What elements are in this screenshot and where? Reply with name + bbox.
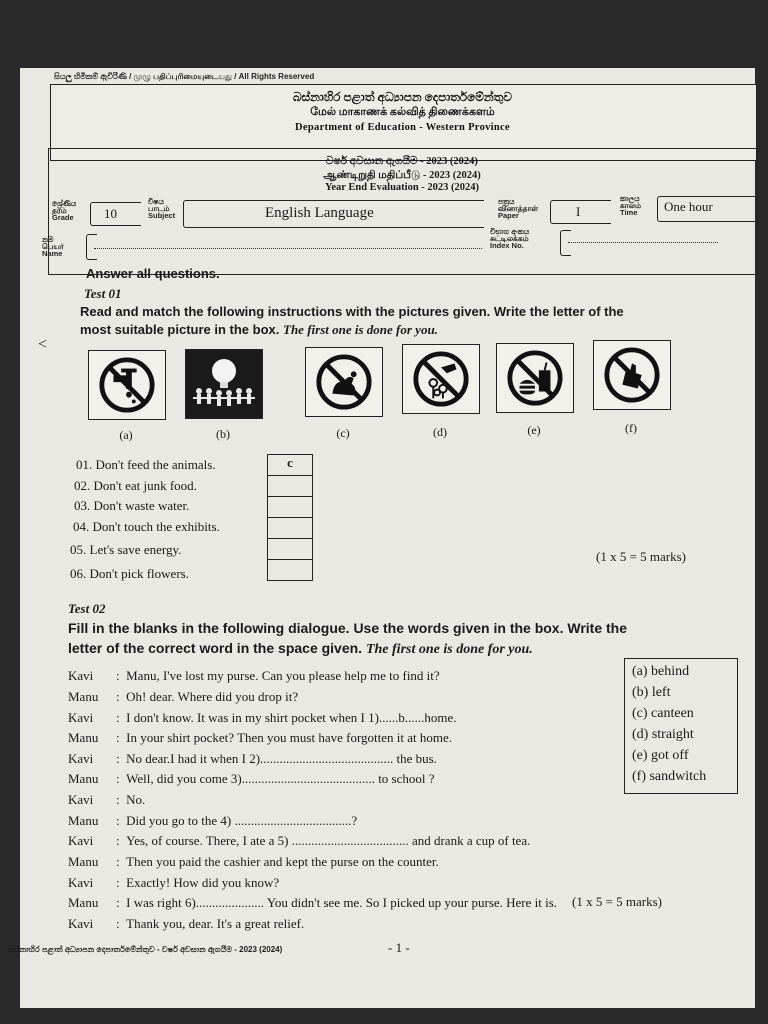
test-02-instruction-line-2: letter of the correct word in the space given. The first one is done for you. [68, 640, 533, 657]
answer-box-4[interactable] [267, 517, 313, 539]
dialogue-line-8: Manu : Did you go to the 4) ....................................? [68, 813, 358, 828]
index-label: විභාග අංකය சுட்டிலக்கம் Index No. [490, 227, 530, 250]
page-number: - 1 - [388, 940, 410, 955]
footer-text: බස්නාහිර පළාත් අධ්‍යාපන දෙපාර්තමේන්තුව - වර්ෂ අවසාන ඇගයීම - 2023 (2024) [8, 945, 283, 954]
time-value: One hour [664, 199, 713, 214]
dialogue-line-5: Kavi : No dear.I had it when I 2)......................................... the bus. [68, 751, 437, 766]
picture-label-c: (c) [336, 426, 350, 440]
test-01-item-3: 03. Don't waste water. [74, 498, 190, 513]
test-01-item-5: 05. Let's save energy. [70, 542, 182, 557]
answer-box-6[interactable] [267, 559, 313, 581]
picture-label-f: (f) [625, 421, 637, 435]
dialogue-line-13: Kavi : Thank you, dear. It's a great relief. [68, 916, 305, 931]
test-01-heading: Test 01 [84, 286, 122, 301]
department-name-sinhala: බස්නාහිර පළාත් අධ්‍යාපන දෙපාර්තමේන්තුව [292, 90, 513, 104]
picture-label-b: (b) [216, 427, 230, 441]
test-02-heading: Test 02 [68, 601, 106, 616]
subject-value: English Language [265, 205, 374, 221]
paper-value: I [576, 204, 581, 219]
name-label: නම பெயர் Name [42, 235, 64, 258]
margin-mark: < [38, 336, 48, 353]
picture-a-no-water-tap [88, 350, 166, 420]
no-touching-icon [603, 346, 661, 404]
word-option-b: (b) left [632, 685, 671, 700]
answer-box-1[interactable]: c [267, 454, 313, 476]
no-feeding-animals-icon [315, 353, 373, 411]
grade-value: 10 [104, 206, 117, 221]
subject-label: විෂය பாடம் Subject [148, 197, 176, 220]
picture-c-no-feeding [305, 347, 383, 417]
test-01-item-6: 06. Don't pick flowers. [70, 566, 189, 581]
test-01-marks: (1 x 5 = 5 marks) [596, 549, 687, 564]
no-water-tap-icon [98, 356, 156, 414]
copyright-notice: සියලු හිමිකම් ඇවිරිණි / முழு பதிப்புரிமையுடையது / All Rights Reserved [54, 72, 315, 81]
test-01-item-1: 01. Don't feed the animals. [76, 457, 216, 472]
dialogue-line-9: Kavi : Yes, of course. There, I ate a 5) .................................... and drank a cup of tea. [68, 833, 531, 848]
word-option-f: (f) sandwitch [632, 769, 707, 784]
paper-bracket [550, 200, 611, 224]
department-name-tamil: மேல் மாகாணக் கல்வித் திணைக்களம் [310, 106, 495, 118]
evaluation-title-tamil: ஆண்டிறுதி மதிப்பீடு - 2023 (2024) [323, 170, 481, 181]
word-option-d: (d) straight [632, 727, 694, 742]
evaluation-title-english: Year End Evaluation - 2023 (2024) [324, 182, 480, 193]
test-01-instruction-line-1: Read and match the following instructions with the pictures given. Write the letter of the [80, 304, 624, 319]
dialogue-line-1: Kavi : Manu, I've lost my purse. Can you please help me to find it? [68, 668, 440, 683]
paper-label: පත්‍රය வினாத்தாள் Paper [498, 197, 539, 220]
answer-box-2[interactable] [267, 475, 313, 497]
test-01-instruction-line-2: most suitable picture in the box. The first one is done for you. [80, 322, 438, 337]
dialogue-line-3: Kavi : I don't know. It was in my shirt pocket when I 1)......b......home. [68, 710, 457, 725]
light-bulb-people-icon [189, 353, 259, 415]
grade-label: ශ්‍රේණිය தரம் Grade [52, 199, 77, 222]
dialogue-line-2: Manu : Oh! dear. Where did you drop it? [68, 689, 299, 704]
picture-label-e: (e) [527, 423, 541, 437]
department-name-english: Department of Education - Western Province [295, 122, 510, 133]
dialogue-line-7: Kavi : No. [68, 792, 146, 807]
word-option-e: (e) got off [632, 748, 689, 763]
word-option-a: (a) behind [632, 664, 690, 679]
no-junk-food-icon [506, 349, 564, 407]
dialogue-line-11: Kavi : Exactly! How did you know? [68, 875, 280, 890]
test-01-item-2: 02. Don't eat junk food. [74, 478, 197, 493]
no-picking-flowers-icon [412, 350, 470, 408]
name-field[interactable] [94, 248, 482, 249]
picture-label-d: (d) [433, 425, 447, 439]
exam-paper [8, 68, 755, 1008]
dialogue-line-12: Manu : I was right 6)..................... You didn't see me. So I picked up your purse. Here it is. [68, 895, 558, 910]
dialogue-line-10: Manu : Then you paid the cashier and kept the purse on the counter. [68, 854, 439, 869]
dialogue-line-4: Manu : In your shirt pocket? Then you must have forgotten it at home. [68, 730, 453, 745]
word-option-c: (c) canteen [632, 706, 694, 721]
picture-b-save-energy [185, 349, 263, 419]
evaluation-title-sinhala: වර්ෂ අවසාන ඇගයීම - 2023 (2024) [326, 156, 478, 167]
index-bracket [560, 230, 571, 256]
time-label: කාලය காலம் Time [620, 194, 641, 217]
dialogue-line-6: Manu : Well, did you come 3)......................................... to school ? [68, 771, 435, 786]
answer-all-instruction: Answer all questions. [86, 266, 220, 281]
picture-label-a: (a) [119, 428, 133, 442]
index-field[interactable] [568, 242, 718, 243]
answer-box-5[interactable] [267, 538, 313, 560]
test-01-item-4: 04. Don't touch the exhibits. [73, 519, 220, 534]
test-02-instruction-line-1: Fill in the blanks in the following dialogue. Use the words given in the box. Write the [68, 620, 628, 636]
name-bracket [86, 234, 97, 260]
picture-e-no-junk-food [496, 343, 574, 413]
answer-box-3[interactable] [267, 496, 313, 518]
picture-f-no-touching [593, 340, 671, 410]
picture-d-no-picking-flowers [402, 344, 480, 414]
test-02-marks: (1 x 5 = 5 marks) [572, 894, 663, 909]
